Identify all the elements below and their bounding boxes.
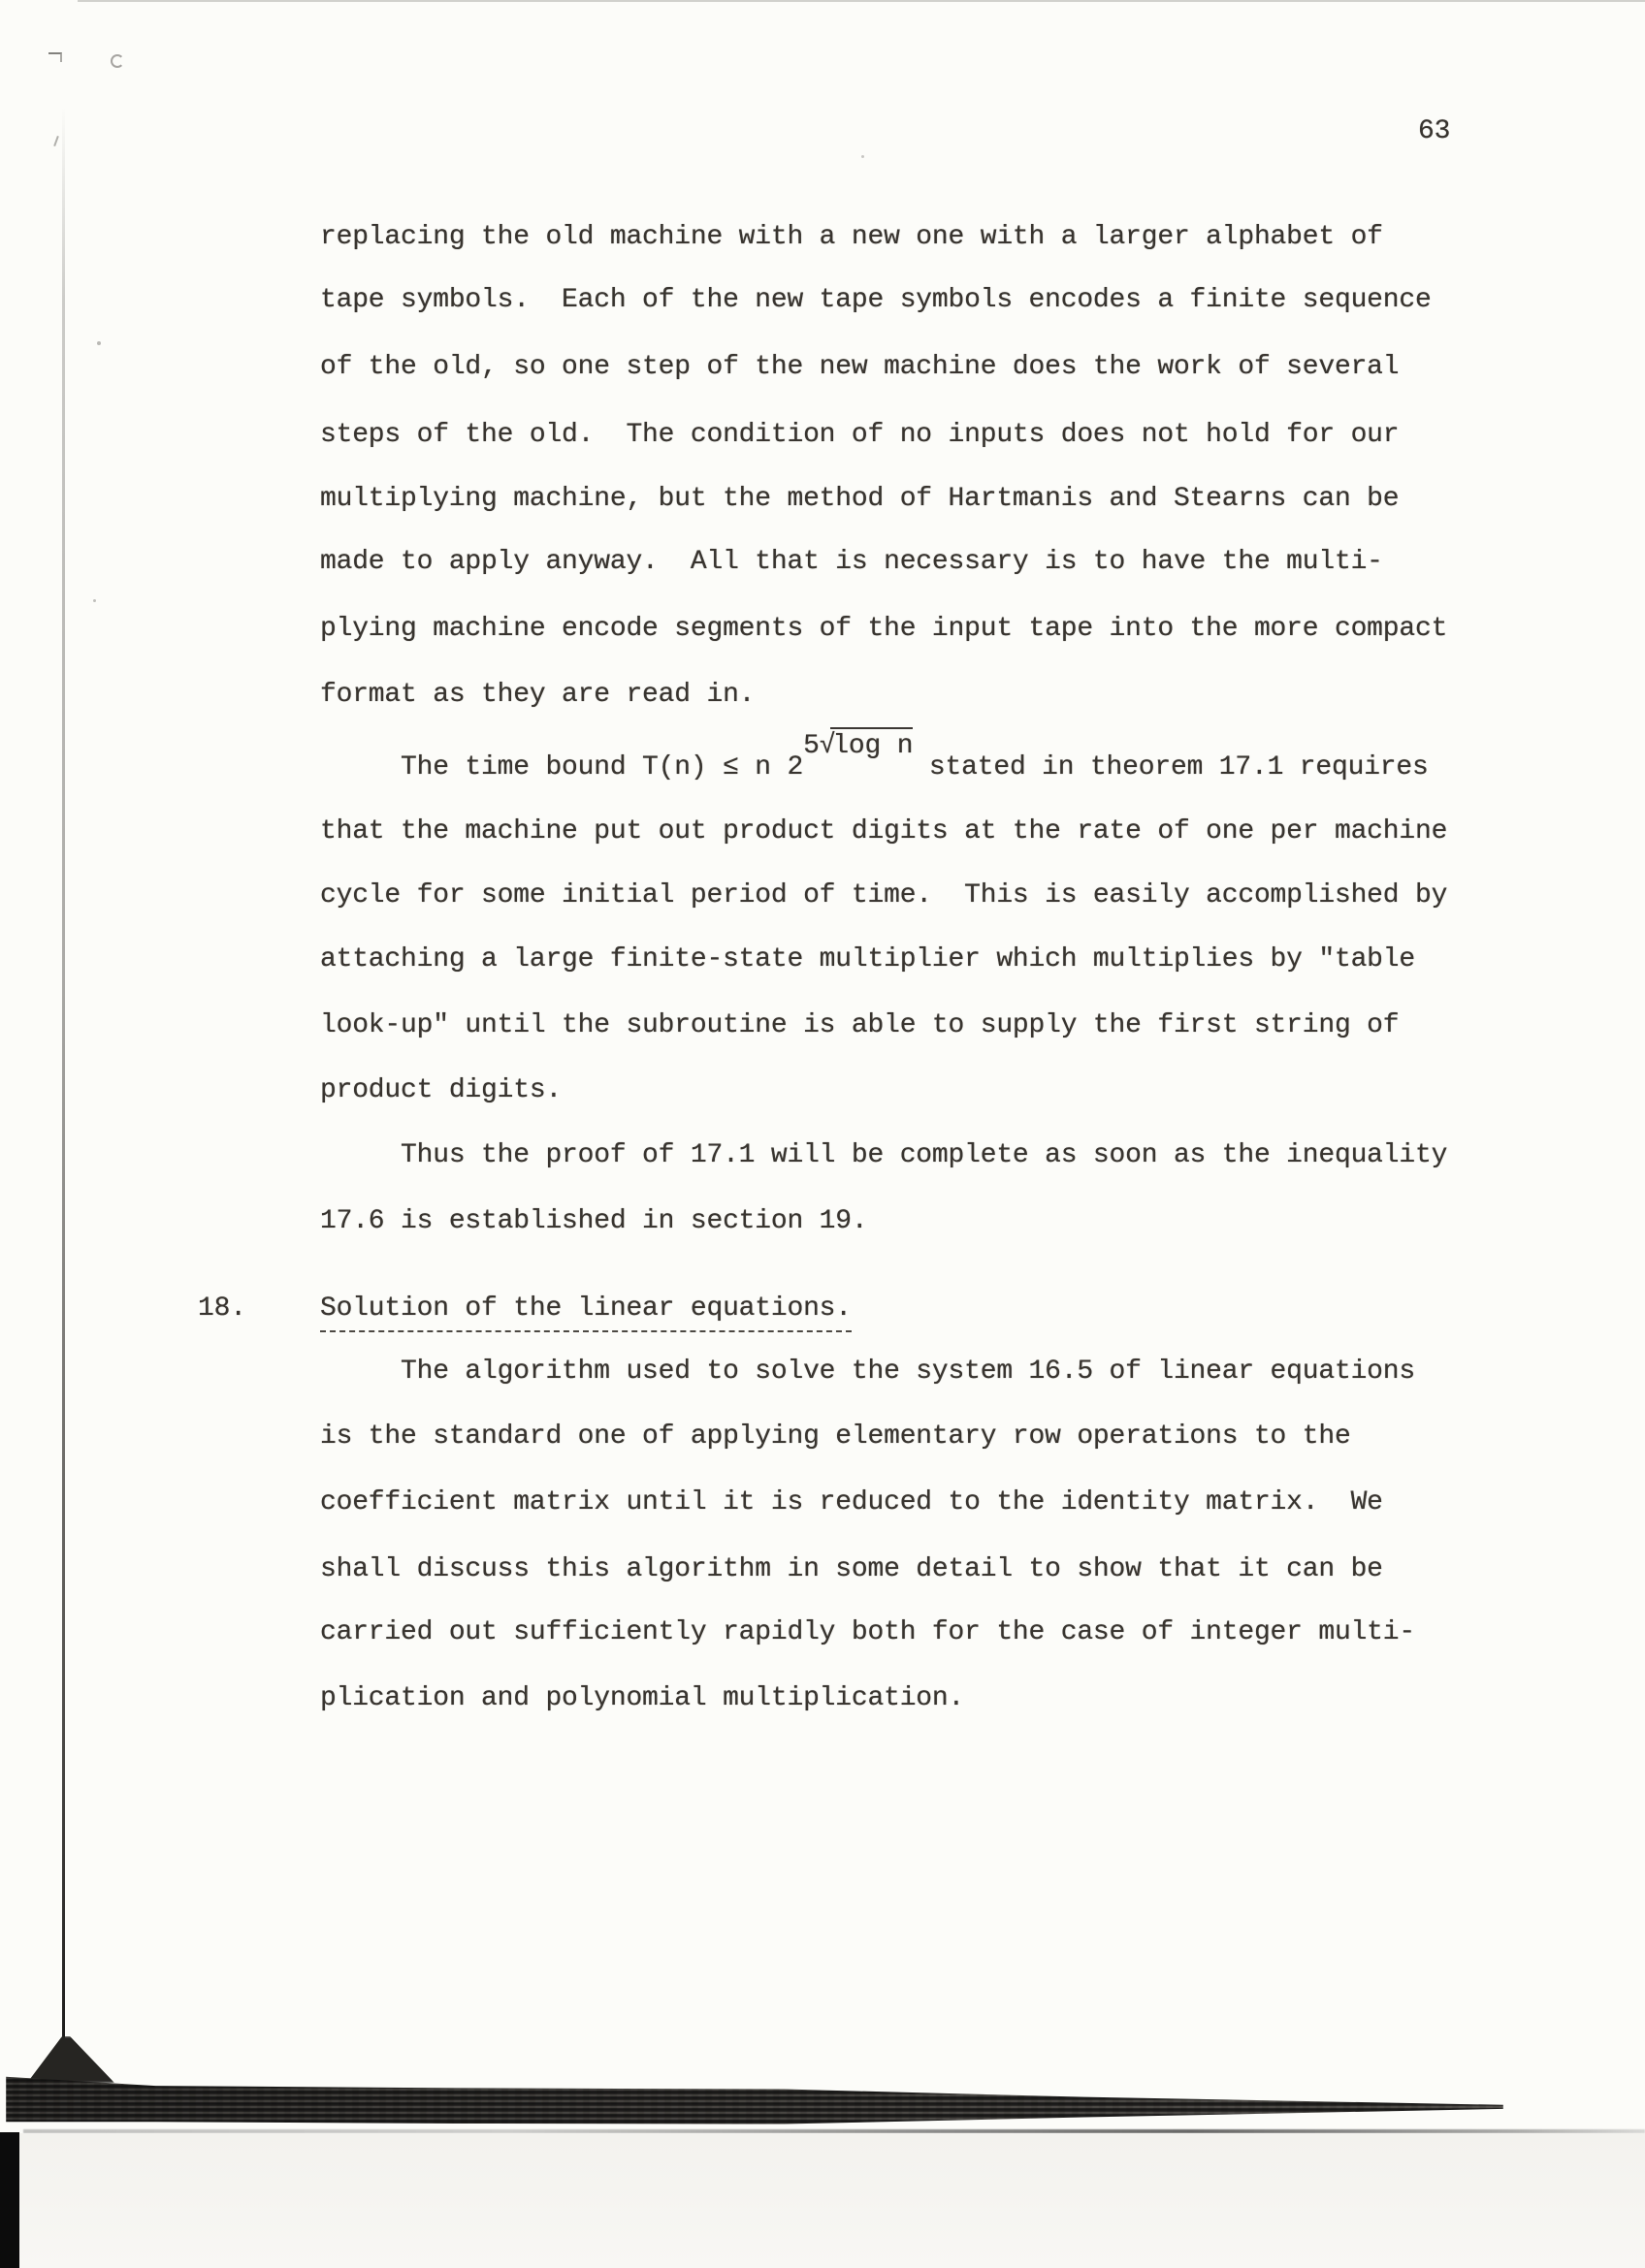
scan-speck bbox=[861, 155, 864, 158]
text-line: coefficient matrix until it is reduced to the identity matrix. We bbox=[320, 1487, 1383, 1517]
text-line: look-up" until the subroutine is able to supply the first string of bbox=[320, 1010, 1400, 1040]
text-line: 17.6 is established in section 19. bbox=[320, 1206, 868, 1236]
scan-speck bbox=[111, 54, 124, 68]
scan-bottom-strip bbox=[0, 2133, 1645, 2268]
radical-sign: √ bbox=[819, 731, 836, 761]
scan-left-edge-line bbox=[62, 107, 65, 2041]
text-line: The algorithm used to solve the system 16.5 of linear equations bbox=[320, 1357, 1415, 1387]
text-line: plication and polynomial multiplication. bbox=[320, 1683, 965, 1713]
text-line: cycle for some initial period of time. This is easily accomplished by bbox=[320, 880, 1448, 910]
text-line: of the old, so one step of the new machine does the work of several bbox=[320, 352, 1400, 382]
text-line: carried out sufficiently rapidly both for the case of integer multi- bbox=[320, 1617, 1415, 1647]
text-line: tape symbols. Each of the new tape symbols encodes a finite sequence bbox=[320, 285, 1432, 315]
text-line: product digits. bbox=[320, 1075, 563, 1105]
section-number: 18. bbox=[198, 1294, 246, 1324]
scan-edge-flare bbox=[27, 2036, 114, 2083]
formula-sup-coeff: 5 bbox=[803, 731, 820, 761]
formula-superscript bbox=[803, 727, 913, 763]
text-line: attaching a large finite-state multiplier which multiplies by "table bbox=[320, 944, 1415, 974]
text-line: steps of the old. The condition of no inputs does not hold for our bbox=[320, 420, 1400, 450]
formula-pre: The time bound T(n) ≤ n 2 bbox=[320, 752, 804, 783]
scan-shadow-band bbox=[6, 2071, 1503, 2127]
text-line: Thus the proof of 17.1 will be complete as soon as the inequality bbox=[320, 1140, 1448, 1170]
scan-speck bbox=[93, 599, 96, 602]
text-line: multiplying machine, but the method of Hartmanis and Stearns can be bbox=[320, 484, 1400, 514]
scan-speck bbox=[53, 136, 59, 146]
text-line: is the standard one of applying elementary row operations to the bbox=[320, 1421, 1351, 1452]
section-title-text: Solution of the linear equations. bbox=[320, 1293, 852, 1332]
section-title bbox=[320, 1293, 852, 1332]
formula-sup-radicand: log n bbox=[830, 727, 913, 763]
text-line: format as they are read in. bbox=[320, 680, 756, 710]
page-number: 63 bbox=[1418, 116, 1451, 146]
text-line: replacing the old machine with a new one with a larger alphabet of bbox=[320, 222, 1383, 252]
text-line: made to apply anyway. All that is necessary is to have the multi- bbox=[320, 547, 1383, 577]
text-line: plying machine encode segments of the input tape into the more compact bbox=[320, 614, 1448, 644]
formula-line bbox=[320, 731, 1429, 784]
text-line: that the machine put out product digits at the rate of one per machine bbox=[320, 816, 1448, 847]
scan-top-edge-line bbox=[78, 0, 1645, 2]
scan-speck bbox=[48, 52, 62, 62]
scan-corner-black-bar bbox=[0, 2132, 19, 2268]
formula-post: stated in theorem 17.1 requires bbox=[913, 752, 1429, 783]
text-line: shall discuss this algorithm in some detail to show that it can be bbox=[320, 1554, 1383, 1584]
scan-speck bbox=[97, 341, 101, 345]
